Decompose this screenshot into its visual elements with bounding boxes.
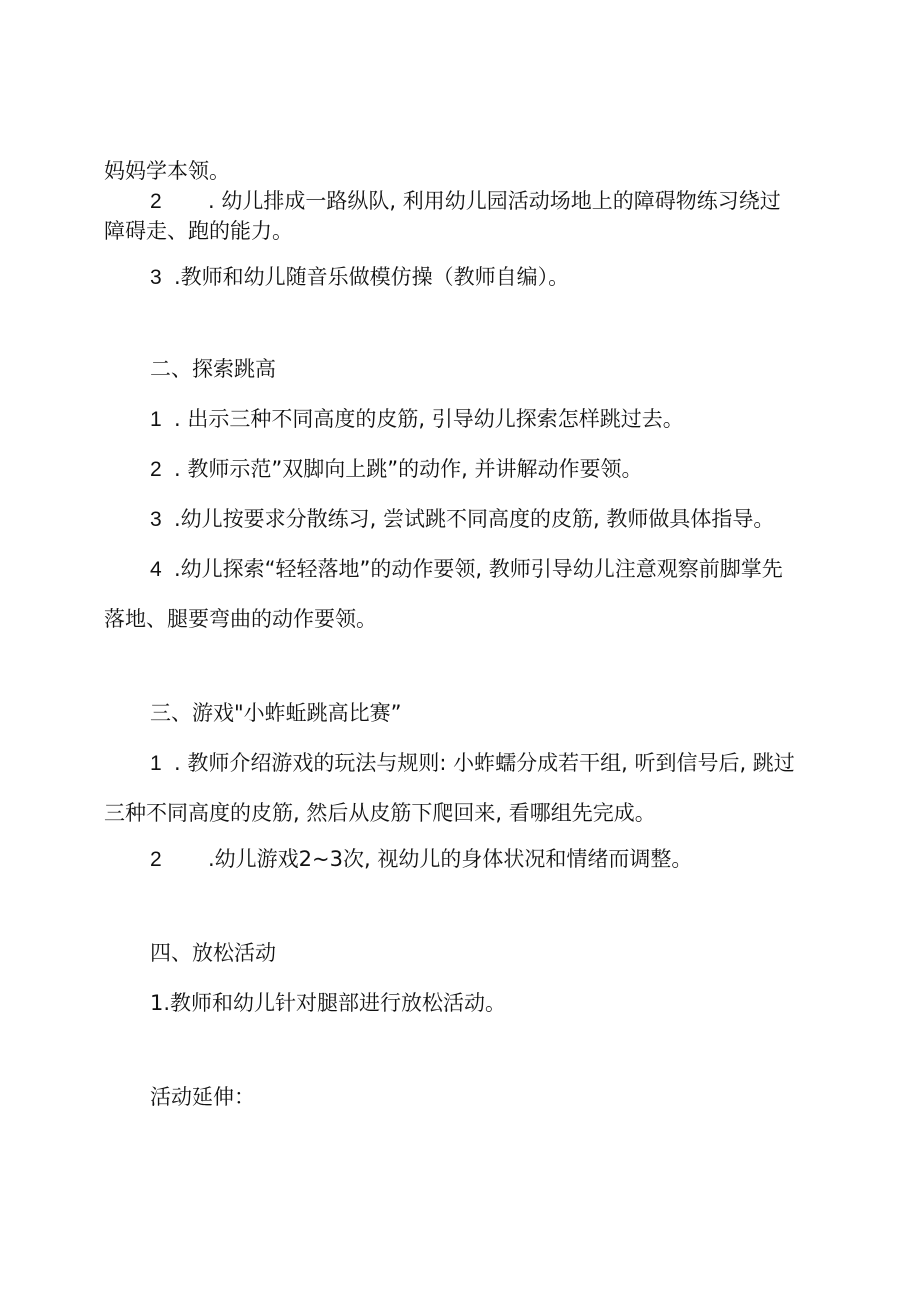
list-item-explore-3 [150, 506, 774, 533]
list-item-explore-4-continuation: 落地、腿要弯曲的动作要领。 [104, 607, 377, 631]
list-item-number: 4 [150, 558, 162, 581]
section-heading-relax: 四、放松活动 [150, 941, 276, 965]
list-item-number: 2 [150, 458, 162, 481]
section-heading-explore-jump: 二、探索跳高 [150, 357, 276, 381]
list-item-number: 3 [150, 266, 162, 289]
list-item-number: 1 [150, 752, 162, 775]
list-item-text: .幼儿按要求分散练习, 尝试跳不同高度的皮筋, 教师做具体指导。 [174, 507, 775, 531]
section-heading-game: 三、游戏"小蚱蚯跳高比赛” [150, 701, 402, 725]
list-item-warmup-3 [150, 264, 569, 291]
list-item-game-2 [150, 846, 692, 873]
list-item-text: .幼儿游戏2~3次, 视幼儿的身体状况和情绪而调整。 [208, 847, 693, 871]
list-item-text: . 幼儿排成一路纵队, 利用幼儿园活动场地上的障碍物练习绕过 [208, 189, 781, 213]
list-item-text: . 教师示范”双脚向上跳”的动作, 并讲解动作要领。 [174, 457, 643, 481]
list-item-explore-4 [150, 556, 783, 583]
list-item-text: . 教师介绍游戏的玩法与规则: 小蚱蠕分成若干组, 听到信号后, 跳过 [174, 751, 795, 775]
list-item-text: .教师和幼儿随音乐做模仿操（教师自编）。 [174, 265, 570, 289]
list-item-number: 3 [150, 508, 162, 531]
list-item-relax-1: 1.教师和幼儿针对腿部进行放松活动。 [150, 991, 507, 1015]
list-item-number: 1 [150, 408, 162, 431]
list-item-game-1 [150, 750, 795, 777]
list-item-number: 2 [150, 190, 162, 213]
list-item-explore-2 [150, 456, 642, 483]
list-item-text: . 出示三种不同高度的皮筋, 引导幼儿探索怎样跳过去。 [174, 407, 684, 431]
paragraph-intro-tail: 妈妈学本领。 [104, 159, 230, 183]
section-heading-extension: 活动延伸： [150, 1085, 255, 1109]
list-item-game-1-continuation: 三种不同高度的皮筋, 然后从皮筋下爬回来, 看哪组先完成。 [104, 801, 656, 825]
list-item-explore-1 [150, 406, 684, 433]
list-item-warmup-2 [150, 188, 781, 215]
list-item-number: 2 [150, 848, 162, 871]
list-item-text: .幼儿探索“轻轻落地”的动作要领, 教师引导幼儿注意观察前脚掌先 [174, 557, 783, 581]
list-item-warmup-2-continuation: 障碍走、跑的能力。 [104, 219, 293, 243]
